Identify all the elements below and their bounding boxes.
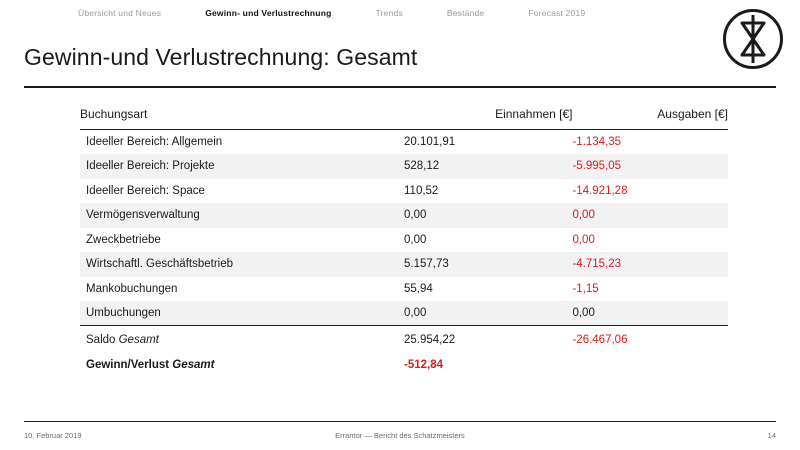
cell-ausgaben: -5.995,05 [572,160,622,173]
table-row [80,130,728,155]
top-navigation [0,0,800,26]
saldo-text: Saldo [86,333,119,346]
cell-buchungsart: Wirtschaftl. Geschäftsbetrieb [86,258,233,271]
footer-divider [24,421,776,423]
table-row [80,154,728,179]
cell-ausgaben: 0,00 [572,307,595,319]
cell-buchungsart: Ideeller Bereich: Allgemein [86,136,223,148]
cell-einnahmen: 20.101,91 [404,136,456,148]
table-row [80,252,728,277]
hourglass-logo [722,8,784,70]
cell-label-saldo [80,326,404,352]
cell-label-gewinn-verlust [80,352,404,378]
cell-ausgaben: -1.134,35 [572,136,622,148]
footer-page-number: 14 [767,431,776,440]
cell-einnahmen: 55,94 [404,282,433,295]
table-header-row [80,102,728,130]
nav-item-forecast[interactable]: Forecast 2019 [528,8,586,18]
column-header-ausgaben: Ausgaben [€] [657,107,728,121]
summary-row-saldo [80,326,728,352]
footer [24,431,776,440]
nav-item-trends[interactable]: Trends [375,8,403,18]
cell-gewinn-verlust-wert: -512,84 [404,358,444,371]
cell-ausgaben: -4.715,23 [572,258,622,271]
gewinn-text: Gewinn/Verlust [86,358,173,371]
cell-ausgaben: 0,00 [572,209,595,222]
summary-row-gewinn-verlust [80,352,728,378]
title-divider [24,86,776,88]
cell-buchungsart: Vermögensverwaltung [86,209,200,222]
cell-buchungsart: Mankobuchungen [86,282,178,295]
cell-ausgaben: -1,15 [572,282,599,295]
page-title: Gewinn-und Verlustrechnung: Gesamt [24,44,418,70]
column-header-einnahmen: Einnahmen [€] [495,107,573,121]
cell-buchungsart: Umbuchungen [86,307,161,319]
table-row [80,277,728,302]
nav-item-uebersicht[interactable]: Übersicht und Neues [78,8,162,18]
cell-buchungsart: Ideeller Bereich: Projekte [86,160,215,173]
cell-einnahmen: 528,12 [404,160,440,173]
table-row [80,228,728,253]
cell-buchungsart: Ideeller Bereich: Space [86,184,205,197]
cell-ausgaben: -14.921,28 [572,184,628,197]
cell-gewinn-verlust-ausgaben [572,352,728,378]
column-header-buchungsart: Buchungsart [80,107,148,121]
cell-einnahmen: 0,00 [404,233,427,246]
cell-saldo-einnahmen: 25.954,22 [404,326,572,352]
gewinn-emphasis: Gesamt [172,358,215,371]
footer-title: Errantor — Bericht des Schatzmeisters [335,431,465,440]
cell-saldo-ausgaben: -26.467,06 [572,326,728,352]
cell-einnahmen: 5.157,73 [404,258,449,271]
cell-einnahmen: 110,52 [404,184,439,197]
footer-date: 10. Februar 2019 [24,431,82,440]
cell-ausgaben: 0,00 [572,233,595,246]
nav-item-gewinn-verlustrechnung[interactable]: Gewinn- und Verlustrechnung [205,8,332,18]
table-row [80,179,728,204]
cell-einnahmen: 0,00 [404,307,427,319]
cell-einnahmen: 0,00 [404,209,427,222]
table-row [80,301,728,326]
profit-loss-table [80,102,728,378]
cell-buchungsart: Zweckbetriebe [86,233,161,246]
table-row [80,203,728,228]
nav-item-bestaende[interactable]: Bestände [446,8,485,18]
saldo-emphasis: Gesamt [118,333,159,346]
